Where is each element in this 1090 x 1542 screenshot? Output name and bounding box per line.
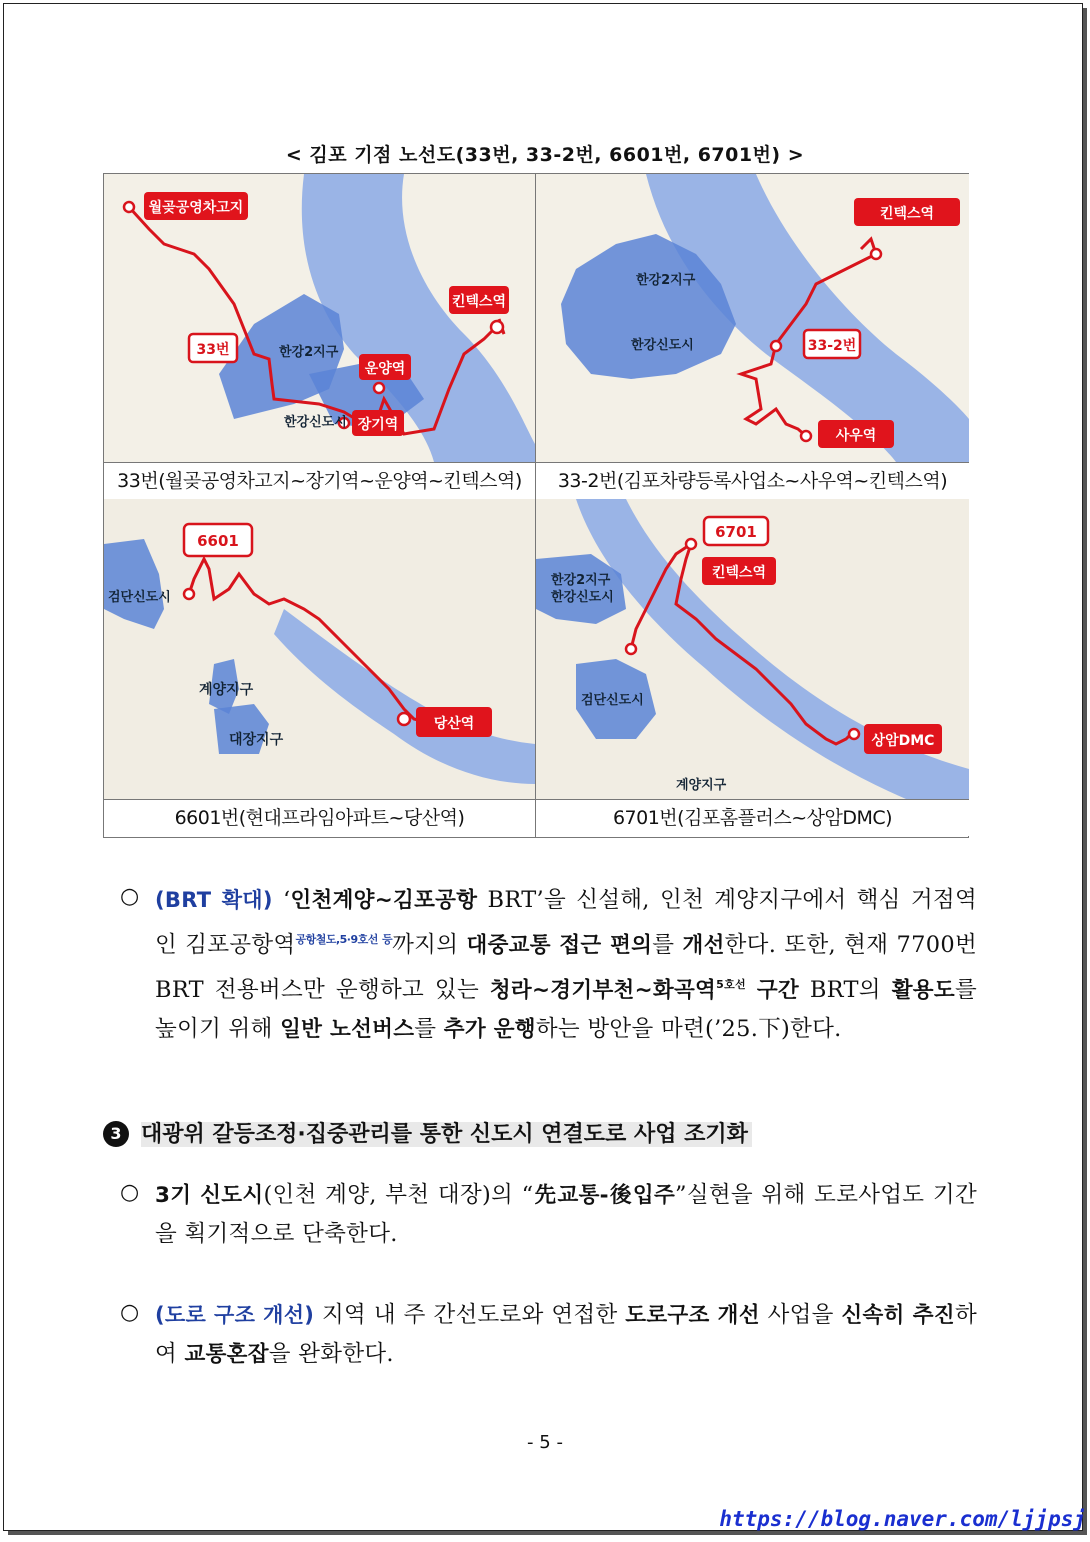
label-kintex-text: 킨텍스역	[711, 565, 767, 581]
superscript: 공항철도,5·9호선 등	[295, 933, 393, 946]
label-route-6601-text: 6601	[197, 532, 239, 550]
map-panel-33-2	[536, 174, 969, 462]
label-district-2: 한강2지구	[279, 345, 339, 360]
label-route-6701	[704, 517, 768, 545]
map-33-svg	[104, 174, 535, 462]
label-dangsan	[416, 707, 492, 737]
section-heading	[103, 1118, 903, 1152]
label-janggi-text: 장기역	[357, 417, 399, 433]
text: 지역 내 주 간선도로와 연접한	[314, 1302, 626, 1328]
page-shadow	[8, 1531, 1087, 1535]
bullet-marker: ○	[120, 884, 140, 909]
bold-text: 활용도	[891, 978, 955, 1003]
label-district-new: 한강신도시	[631, 338, 694, 353]
paragraph-new-city	[155, 1176, 977, 1254]
bullet-marker: ○	[120, 1180, 140, 1205]
label-district-new: 한강신도시	[551, 590, 614, 605]
bold-text: 3기 신도시	[155, 1183, 264, 1208]
page-number: - 5 -	[527, 1432, 563, 1453]
map-6601-svg	[104, 499, 535, 799]
text: 한다. 또한, 현재 7700번 BRT 전용버스만 운행하고 있는	[155, 932, 977, 1003]
text: 을 완화한다.	[268, 1341, 394, 1367]
label-gyeyang: 계양지구	[199, 682, 254, 698]
label-district-2: 한강2지구	[636, 273, 696, 288]
figure-title: < 김포 기점 노선도(33번, 33-2번, 6601번, 6701번) >	[285, 144, 805, 166]
watermark-url[interactable]: https://blog.naver.com/ljjpsj	[719, 1507, 1086, 1531]
bold-text: 先교통-後입주	[533, 1183, 676, 1208]
label-route-33	[189, 334, 237, 362]
text: 하여	[155, 1302, 977, 1367]
bold-text: 일반 노선버스	[280, 1017, 415, 1042]
label-gyeyang: 계양지구	[676, 778, 727, 793]
label-route-6601	[184, 524, 252, 556]
label-geomdan: 검단신도시	[108, 590, 171, 605]
label-sau-text: 사우역	[835, 428, 877, 444]
label-kintex-text: 킨텍스역	[451, 294, 507, 310]
route-map-table	[103, 173, 969, 838]
superscript: 5호선	[716, 978, 746, 991]
text	[746, 977, 757, 1003]
tag-brt: (BRT 확대)	[155, 888, 273, 912]
label-daejang: 대장지구	[229, 732, 284, 748]
caption-33: 33번(월곶공영차고지~장기역~운양역~킨텍스역)	[104, 462, 535, 499]
map-panel-33	[104, 174, 535, 462]
label-sangam	[864, 724, 942, 754]
text: 사업을	[759, 1302, 842, 1328]
label-geomdan: 검단신도시	[581, 693, 644, 708]
label-sau	[818, 420, 894, 448]
tag-road: (도로 구조 개선)	[155, 1303, 315, 1327]
bold-text: 도로구조 개선	[625, 1303, 760, 1328]
label-depot-text: 월곶공영차고지	[148, 200, 244, 216]
label-depot	[144, 192, 248, 220]
paragraph-brt	[155, 881, 977, 1049]
label-kintex	[449, 286, 509, 314]
text: 를	[652, 932, 683, 958]
label-district-2: 한강2지구	[551, 573, 611, 588]
label-janggi	[352, 410, 404, 436]
label-route-6701-text: 6701	[715, 523, 757, 541]
text: (인천 계양, 부천 대장)의 “	[263, 1182, 534, 1208]
text: BRT의	[798, 977, 892, 1003]
map-6701-svg	[536, 499, 969, 799]
label-district-new: 한강신도시	[284, 415, 347, 430]
bold-text: 대중교통 접근 편의	[466, 933, 653, 958]
bold-text: 교통혼잡	[184, 1342, 269, 1367]
bold-text: 신속히 추진	[841, 1303, 955, 1328]
page-shadow	[1083, 8, 1087, 1534]
table-divider	[535, 174, 536, 837]
text: 를	[414, 1016, 444, 1042]
label-unyang	[359, 354, 411, 380]
label-kintex	[854, 198, 960, 226]
text: 하는 방안을 마련(’25.下)한다.	[535, 1016, 842, 1042]
label-route-33-text: 33번	[196, 342, 230, 358]
text: 를 높이기 위해	[155, 977, 977, 1042]
text: ”실현을 위해 도로사업도 기간을 획기적으로 단축한다.	[155, 1182, 977, 1247]
section-title: 대광위 갈등조정·집중관리를 통한 신도시 연결도로 사업 조기화	[141, 1122, 752, 1147]
bold-text: 인천계양~김포공항	[290, 888, 478, 913]
text: 까지의	[392, 932, 467, 958]
label-unyang-text: 운양역	[364, 361, 406, 377]
caption-33-2: 33-2번(김포차량등록사업소~사우역~킨텍스역)	[536, 462, 969, 499]
label-kintex	[702, 557, 776, 585]
label-route-33-2-text: 33-2번	[807, 338, 857, 354]
label-dangsan-text: 당산역	[433, 716, 475, 732]
map-33-2-svg	[536, 174, 969, 462]
bullet-marker: ○	[120, 1300, 140, 1325]
map-panel-6601	[104, 499, 535, 799]
label-sangam-text: 상암DMC	[871, 733, 935, 749]
label-route-33-2	[804, 330, 860, 358]
paragraph-road	[155, 1296, 977, 1374]
section-number-icon: 3	[103, 1121, 129, 1147]
bold-text: 구간	[756, 978, 799, 1003]
label-kintex-text: 킨텍스역	[879, 206, 935, 222]
text: ‘	[272, 887, 291, 913]
caption-6701: 6701번(김포홈플러스~상암DMC)	[536, 799, 969, 836]
bold-text: 추가 운행	[443, 1017, 536, 1042]
bold-text: 청라~경기부천~화곡역	[489, 978, 717, 1003]
text: BRT’을 신설해, 인천 계양지구에서 핵심 거점역인 김포공항역	[155, 887, 978, 958]
caption-6601: 6601번(현대프라임아파트~당산역)	[104, 799, 535, 836]
map-panel-6701	[536, 499, 969, 799]
bold-text: 개선	[682, 933, 725, 958]
